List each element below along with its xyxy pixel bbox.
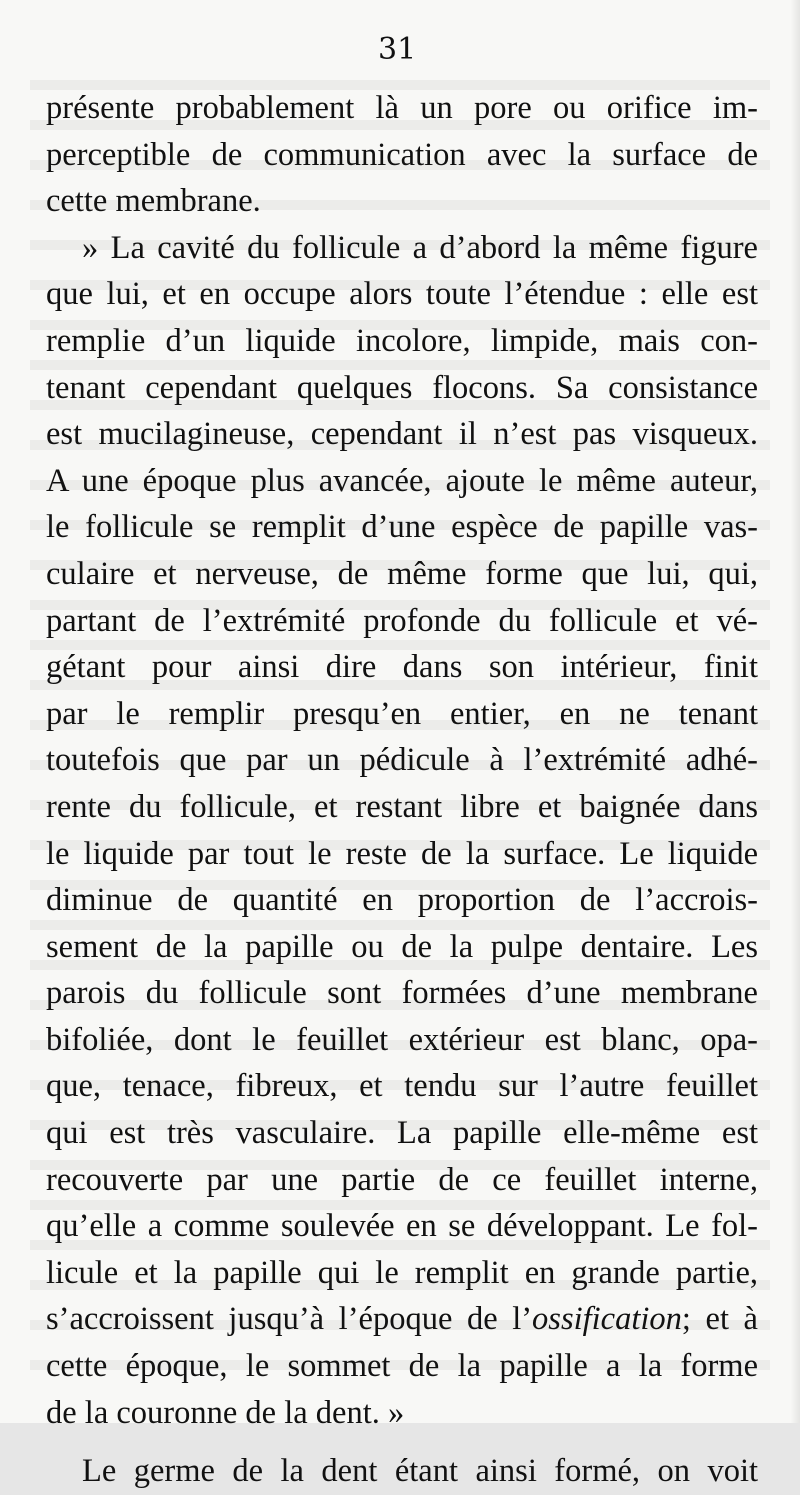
text-line: rente du follicule, et restant libre et baignée dans <box>46 788 758 825</box>
page-number: 31 <box>378 32 417 67</box>
text-line: partant de l’extrémité profonde du follicule et vé- <box>46 602 758 639</box>
text-line-with-italic <box>46 1296 758 1343</box>
text-line: présente probablement là un pore ou orifice im- <box>46 90 758 126</box>
text-line: A une époque plus avancée, ajoute le même auteur, <box>46 462 758 499</box>
text-line: recouverte par une partie de ce feuillet interne, <box>46 1161 758 1198</box>
text-line: de la couronne de la dent. » <box>46 1394 405 1431</box>
text-line: est mucilagineuse, cependant il n’est pas visqueux. <box>46 416 758 453</box>
text-line: qu’elle a comme soulevée en se développant. Le fol- <box>46 1208 758 1245</box>
text-line: parois du follicule sont formées d’une membrane <box>46 975 758 1012</box>
text-line: sement de la papille ou de la pulpe dentaire. Les <box>46 928 758 965</box>
text-line: par le remplir presqu’en entier, en ne tenant <box>46 695 758 732</box>
text-line: cette époque, le sommet de la papille a la forme <box>46 1348 758 1385</box>
text-line: toutefois que par un pédicule à l’extrémité adhé- <box>46 742 758 779</box>
text-line: perceptible de communication avec la surface de <box>46 136 758 173</box>
body-text <box>46 85 758 1495</box>
paragraph-gap <box>46 1436 758 1448</box>
text-line: » La cavité du follicule a d’abord la même figure <box>82 229 758 266</box>
page-edge-shadow <box>790 0 800 1423</box>
text-line: tenant cependant quelques flocons. Sa consistance <box>46 369 758 406</box>
text-line: le follicule se remplit d’une espèce de papille vas- <box>46 509 758 546</box>
text-line: qui est très vasculaire. La papille elle-même est <box>46 1115 758 1152</box>
text-line: que lui, et en occupe alors toute l’étendue : elle est <box>46 276 758 313</box>
text-line: bifoliée, dont le feuillet extérieur est blanc, opa- <box>46 1021 758 1058</box>
text-line: que, tenace, fibreux, et tendu sur l’autre feuillet <box>46 1068 758 1105</box>
text-line: le liquide par tout le reste de la surface. Le liquide <box>46 835 758 872</box>
text-segment: s’accroissent jusqu’à l’époque de l’ <box>46 1301 533 1338</box>
text-segment: ; et à <box>681 1301 758 1338</box>
text-line: culaire et nerveuse, de même forme que lui, qui, <box>46 555 758 592</box>
text-line: gétant pour ainsi dire dans son intérieur, finit <box>46 649 758 686</box>
text-line: cette membrane. <box>46 183 261 220</box>
text-line: remplie d’un liquide incolore, limpide, mais con- <box>46 322 758 359</box>
text-line: diminue de quantité en proportion de l’accrois- <box>46 882 758 919</box>
text-line: licule et la papille qui le remplit en grande partie, <box>46 1254 758 1291</box>
italic-term: ossification <box>532 1301 682 1338</box>
text-line: Le germe de la dent étant ainsi formé, on voit <box>82 1453 758 1490</box>
